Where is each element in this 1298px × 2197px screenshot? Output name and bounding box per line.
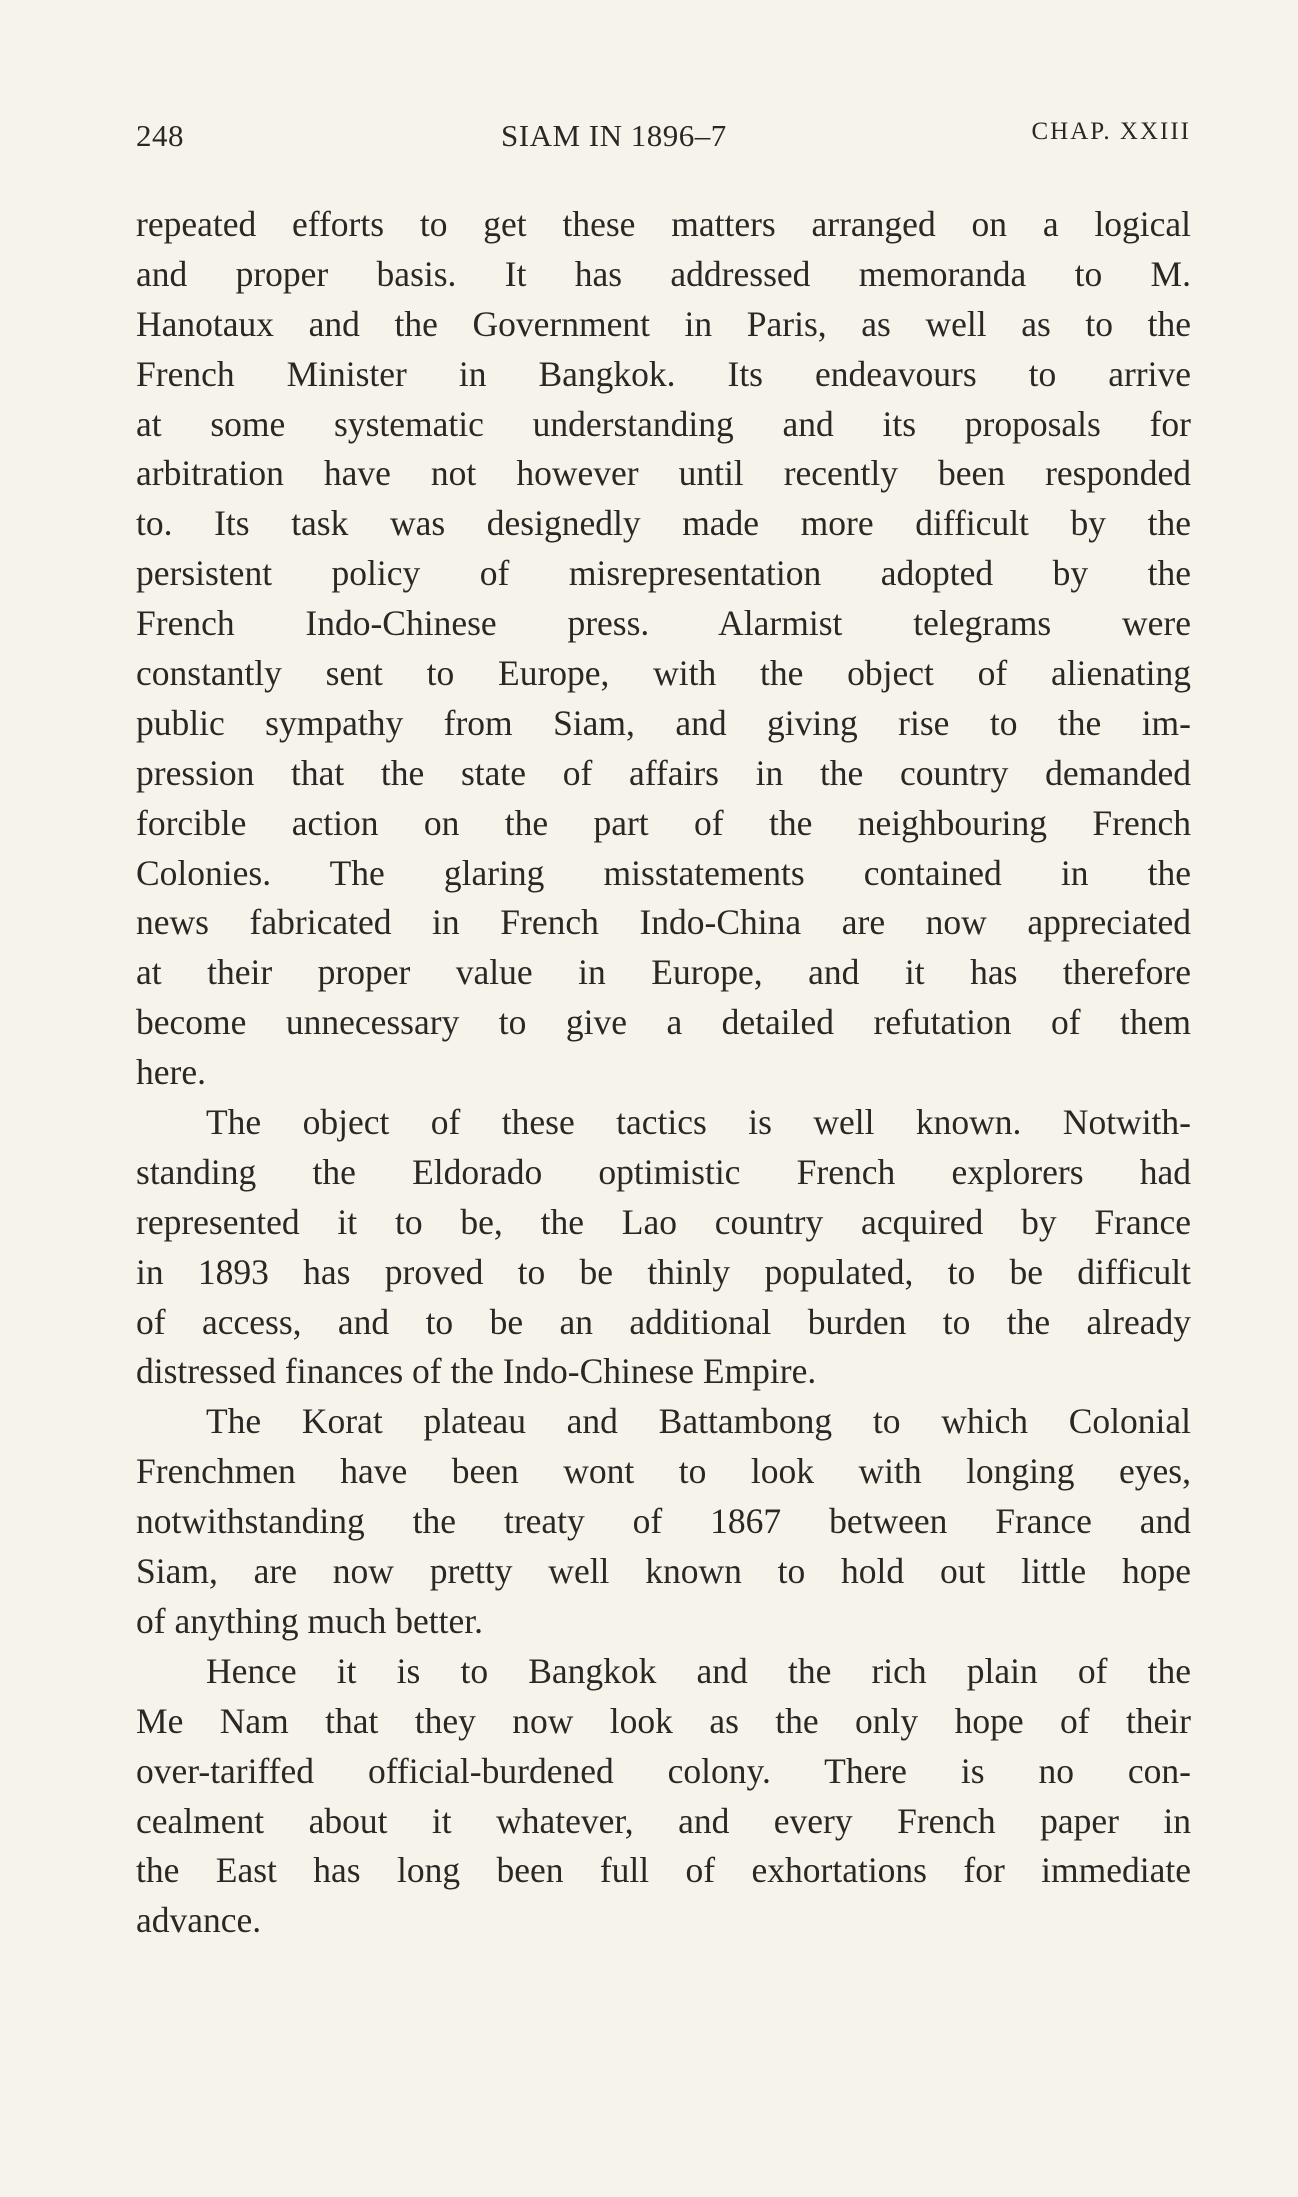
text-line: Me Nam that they now look as the only hope of their (136, 1700, 1191, 1741)
text-line: pression that the state of affairs in the country demanded (136, 752, 1191, 793)
text-line: news fabricated in French Indo-China are now appreciated (136, 902, 1191, 943)
text-line: Frenchmen have been wont to look with longing eyes, (136, 1451, 1191, 1492)
paragraph (136, 200, 1191, 1098)
text-line: Hanotaux and the Government in Paris, as well as to the (136, 303, 1191, 344)
text-line: of access, and to be an additional burden to the already (136, 1301, 1191, 1342)
text-line: over-tariffed official-burdened colony. There is no con- (136, 1750, 1191, 1791)
body-text (136, 200, 1191, 1946)
paragraph (136, 1647, 1191, 1946)
text-line: forcible action on the part of the neighbouring French (136, 802, 1191, 843)
text-line: Colonies. The glaring misstatements contained in the (136, 852, 1191, 893)
text-line: cealment about it whatever, and every French paper in (136, 1800, 1191, 1841)
paragraph (136, 1098, 1191, 1397)
text-line: constantly sent to Europe, with the object of alienating (136, 653, 1191, 694)
text-line: repeated efforts to get these matters arranged on a logical (136, 204, 1191, 244)
text-line: at some systematic understanding and its proposals for (136, 403, 1191, 444)
text-line: advance. (136, 1900, 262, 1941)
text-line: here. (136, 1052, 206, 1093)
running-title: SIAM IN 1896–7 (501, 118, 727, 153)
text-line: The Korat plateau and Battambong to which Colonial (206, 1401, 1191, 1442)
text-line: French Indo-Chinese press. Alarmist telegrams were (136, 603, 1191, 644)
running-head (136, 118, 1191, 158)
text-line: persistent policy of misrepresentation adopted by the (136, 553, 1191, 594)
text-line: Hence it is to Bangkok and the rich plain of the (206, 1650, 1191, 1691)
text-line: public sympathy from Siam, and giving rise to the im- (136, 702, 1191, 743)
text-line: standing the Eldorado optimistic French explorers had (136, 1151, 1191, 1192)
text-line: at their proper value in Europe, and it has therefore (136, 952, 1191, 993)
text-line: represented it to be, the Lao country acquired by France (136, 1201, 1191, 1242)
text-line: Siam, are now pretty well known to hold out little hope (136, 1551, 1191, 1592)
text-line: notwithstanding the treaty of 1867 between France and (136, 1501, 1191, 1542)
text-line: distressed finances of the Indo-Chinese Empire. (136, 1351, 817, 1392)
text-line: in 1893 has proved to be thinly populated, to be difficult (136, 1251, 1191, 1292)
text-line: arbitration have not however until recently been responded (136, 453, 1191, 494)
text-line: The object of these tactics is well known. Notwith- (206, 1102, 1191, 1143)
text-line: become unnecessary to give a detailed refutation of them (136, 1002, 1191, 1043)
text-line: to. Its task was designedly made more difficult by the (136, 503, 1191, 544)
text-line: and proper basis. It has addressed memoranda to M. (136, 253, 1191, 294)
page-number: 248 (136, 118, 184, 153)
text-line: of anything much better. (136, 1600, 484, 1641)
text-line: the East has long been full of exhortations for immediate (136, 1850, 1191, 1891)
chapter-label: CHAP. XXIII (1031, 118, 1191, 145)
text-line: French Minister in Bangkok. Its endeavours to arrive (136, 353, 1191, 394)
paragraph (136, 1397, 1191, 1646)
